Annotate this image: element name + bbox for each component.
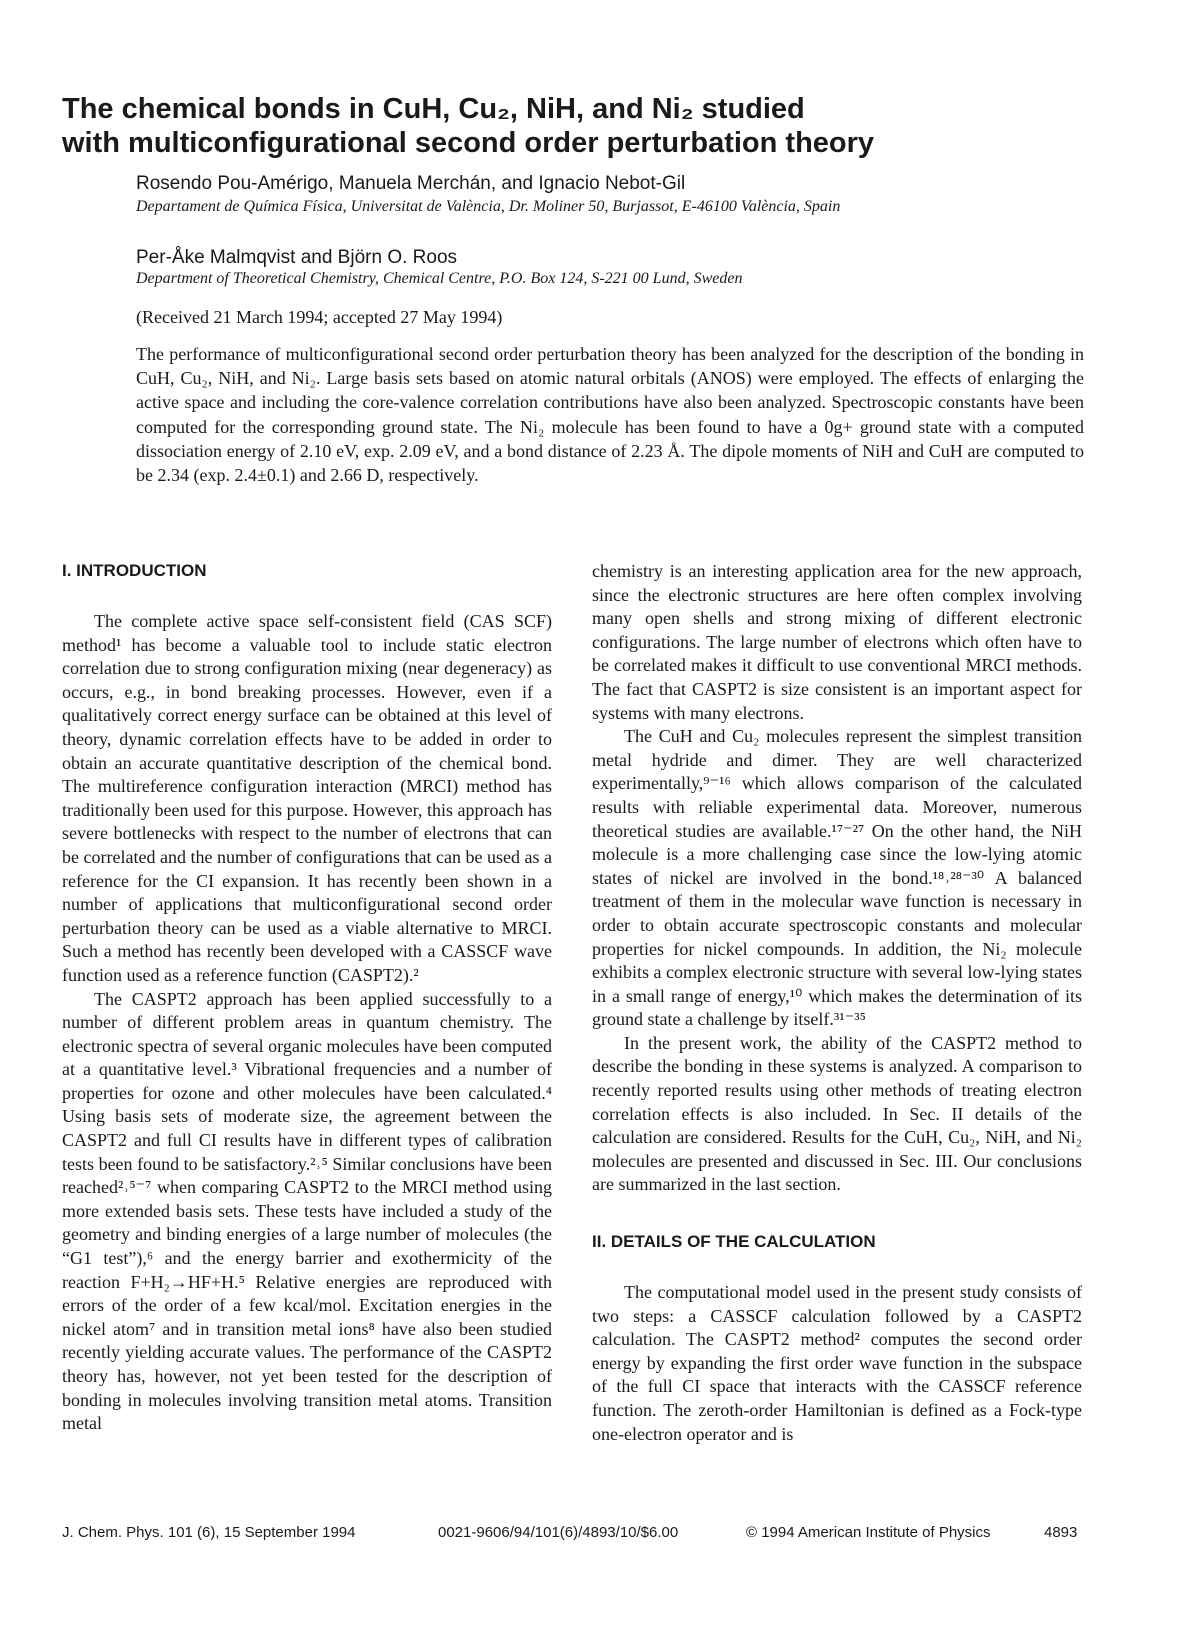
footer-code: 0021-9606/94/101(6)/4893/10/$6.00 — [438, 1524, 679, 1541]
page-number: 4893 — [1044, 1524, 1078, 1541]
affiliation-1: Departament de Química Física, Universitat de València, Dr. Moliner 50, Burjassot, E-46100 València, Spain — [136, 198, 841, 215]
title-line-2: with multiconfigurational second order perturbation theory — [62, 127, 875, 159]
author-list-2: Per-Åke Malmqvist and Björn O. Roos — [136, 247, 458, 268]
paragraph: The computational model used in the present study consists of two steps: a CASSCF calculation followed by a CASPT2 calculation. The CASPT2 method² computes the second order energy by expanding the first order wave function in the subspace of the full CI space that interacts with the CASSCF reference function. The zeroth-order Hamiltonian is defined as a Fock-type one-electron operator and is — [592, 1282, 1082, 1444]
abstract: The performance of multiconfigurational second order perturbation theory has been analyzed for the description of the bonding in CuH, Cu₂, NiH, and Ni₂. Large basis sets based on atomic natural orbitals (ANOS) were employed. The effects of enlarging the active space and including the core-valence correlation contributions have also been analyzed. Spectroscopic constants have been computed for the corresponding ground state. The Ni₂ molecule has been found to have a 0g+ ground state with a computed dissociation energy of 2.10 eV, exp. 2.09 eV, and a bond distance of 2.23 Å. The dipole moments of NiH and CuH are computed to be 2.34 (exp. 2.4±0.1) and 2.66 D, respectively. — [136, 344, 1084, 486]
section-heading-details: II. DETAILS OF THE CALCULATION — [592, 1232, 876, 1252]
footer-copyright: © 1994 American Institute of Physics — [746, 1524, 991, 1541]
paragraph: In the present work, the ability of the CASPT2 method to describe the bonding in these systems is analyzed. A comparison to recently reported results using other methods of treating electron correlation effects is also included. In Sec. II details of the calculation are considered. Results for the CuH, Cu₂, NiH, and Ni₂ molecules are presented and discussed in Sec. III. Our conclusions are summarized in the last section. — [592, 1032, 1082, 1195]
affiliation-2: Department of Theoretical Chemistry, Chemical Centre, P.O. Box 124, S-221 00 Lund, Sweden — [136, 270, 743, 287]
paragraph: The complete active space self-consistent field (CAS SCF) method¹ has become a valuable tool to include static electron correlation due to strong configuration mixing (near degeneracy) as occurs, e.g., in bond breaking processes. However, even if a qualitatively correct energy surface can be obtained at this level of theory, dynamic correlation effects have to be added in order to obtain an accurate quantitative description of the chemical bond. The multireference configuration interaction (MRCI) method has traditionally been used for this purpose. However, this approach has severe bottlenecks with respect to the number of electrons that can be correlated and the number of configurations that can be used as a reference for the CI expansion. It has recently been shown in a number of applications that multiconfigurational second order perturbation theory can be used as a viable alternative to MRCI. Such a method has recently been developed with a CASSCF wave function used as a reference function (CASPT2).² — [62, 611, 552, 985]
section-heading-introduction: I. INTRODUCTION — [62, 561, 207, 580]
paragraph: The CuH and Cu₂ molecules represent the simplest transition metal hydride and dimer. They are well characterized experimentally,⁹⁻¹⁶ which allows comparison of the calculated results with reliable experimental data. Moreover, numerous theoretical studies are available.¹⁷⁻²⁷ On the other hand, the NiH molecule is a more challenging case since the low-lying atomic states of nickel are involved in the bond.¹⁸˒²⁸⁻³⁰ A balanced treatment of them in the molecular wave function is necessary in order to obtain accurate spectroscopic constants and molecular properties for nickel compounds. In addition, the Ni₂ molecule exhibits a complex electronic structure with several low-lying states in a small range of energy,¹⁰ which makes the determination of its ground state a challenge by itself.³¹⁻³⁵ — [592, 726, 1082, 1030]
paragraph: chemistry is an interesting application area for the new approach, since the electronic structures are here often complex involving many open shells and strong mixing of different electronic configurations. The large number of electrons which often have to be correlated makes it difficult to use conventional MRCI methods. The fact that CASPT2 is size consistent is an important aspect for systems with many electrons. — [592, 561, 1082, 723]
left-column — [62, 560, 552, 1436]
paragraph: The CASPT2 approach has been applied successfully to a number of different problem areas in quantum chemistry. The electronic spectra of several organic molecules have been computed at a quantitative level.³ Vibrational frequencies and a number of properties for ozone and other molecules have been calculated.⁴ Using basis sets of moderate size, the agreement between the CASPT2 and full CI results have in different types of calibration tests been found to be satisfactory.²˒⁵ Similar conclusions have been reached²˒⁵⁻⁷ when comparing CASPT2 to the MRCI method using more extended basis sets. These tests have included a study of the geometry and binding energies of a large number of molecules (the “G1 test”),⁶ and the energy barrier and exothermicity of the reaction F+H₂→HF+H.⁵ Relative energies are reproduced with errors of the order of a few kcal/mol. Excitation energies in the nickel atom⁷ and in transition metal ions⁸ have also been studied recently yielding accurate values. The performance of the CASPT2 theory has, however, not yet been tested for the description of bonding in molecules involving transition metal atoms. Transition metal — [62, 988, 552, 1434]
right-column — [592, 560, 1082, 1446]
received-date: (Received 21 March 1994; accepted 27 May 1994) — [136, 307, 503, 327]
paper-title — [62, 92, 1162, 160]
title-line-1: The chemical bonds in CuH, Cu₂, NiH, and Ni₂ studied — [62, 93, 805, 125]
author-list-1: Rosendo Pou-Amérigo, Manuela Merchán, and Ignacio Nebot-Gil — [136, 173, 686, 194]
footer-journal: J. Chem. Phys. 101 (6), 15 September 1994 — [62, 1524, 356, 1541]
